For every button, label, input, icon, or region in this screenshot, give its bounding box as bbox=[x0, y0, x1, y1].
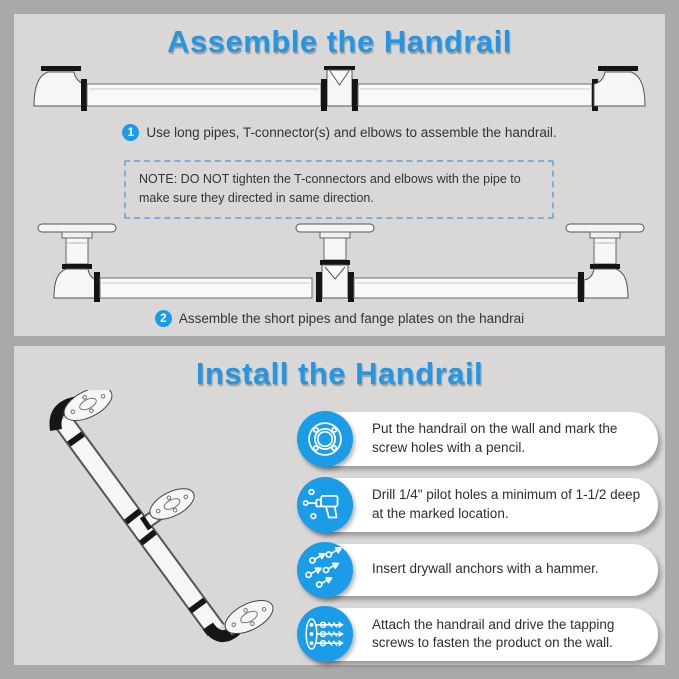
note-box: NOTE: DO NOT tighten the T-connectors and elbows with the pipe to make sure they directed in same direction. bbox=[124, 160, 554, 219]
flange-icon bbox=[297, 411, 353, 467]
install-step-3 bbox=[300, 544, 658, 596]
install-step-2 bbox=[300, 478, 658, 532]
install-step-2-text: Drill 1/4" pilot holes a minimum of 1-1/2 deep at the marked location. bbox=[372, 486, 641, 521]
assembled-handrail-diagram bbox=[26, 66, 653, 122]
step-2-badge: 2 bbox=[155, 310, 172, 327]
install-panel bbox=[14, 346, 665, 665]
install-steps-list bbox=[300, 412, 658, 661]
anchor-icon bbox=[297, 542, 353, 598]
screws-icon bbox=[297, 606, 353, 662]
step-1-badge: 1 bbox=[122, 124, 139, 141]
install-title: Install the Handrail bbox=[195, 356, 484, 391]
step-2-text: Assemble the short pipes and fange plates on the handrai bbox=[178, 311, 525, 326]
install-step-4 bbox=[300, 608, 658, 662]
installed-handrail-illustration bbox=[22, 390, 298, 658]
install-step-1 bbox=[300, 412, 658, 466]
step-1-text: Use long pipes, T-connector(s) and elbows to assemble the handrail. bbox=[146, 125, 557, 140]
assemble-title: Assemble the Handrail bbox=[167, 24, 512, 59]
install-step-3-text: Insert drywall anchors with a hammer. bbox=[372, 561, 599, 577]
drill-icon bbox=[297, 477, 353, 533]
install-step-1-text: Put the handrail on the wall and mark the screw holes with a pencil. bbox=[372, 421, 618, 455]
assemble-panel bbox=[14, 14, 665, 336]
install-step-4-text: Attach the handrail and drive the tapping screws to fasten the product on the wall. bbox=[372, 616, 615, 651]
assemble-step-1 bbox=[14, 124, 665, 141]
assemble-step-2 bbox=[14, 310, 665, 327]
handrail-with-flanges-diagram bbox=[26, 220, 653, 306]
